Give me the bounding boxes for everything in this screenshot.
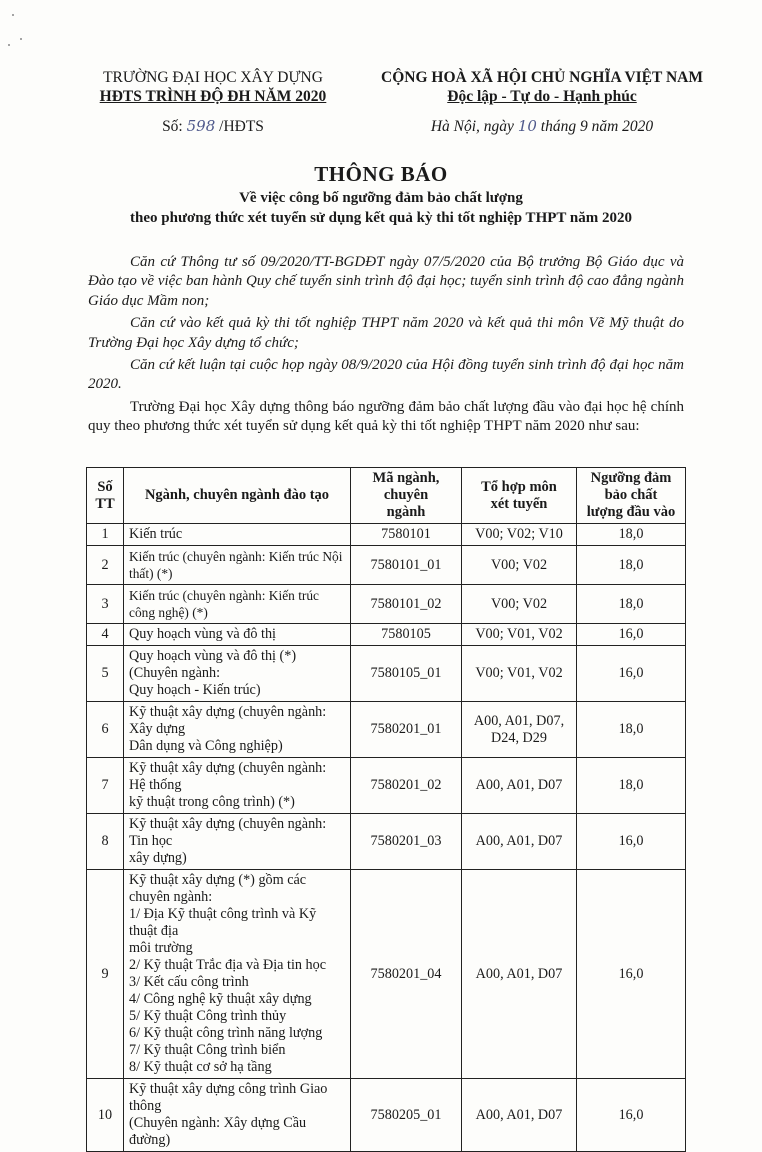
admission-threshold-table [86, 467, 686, 1152]
cell-major: Quy hoạch vùng và đô thị (*) (Chuyên ngành: Quy hoạch - Kiến trúc) [124, 646, 351, 702]
cell-threshold: 16,0 [577, 646, 686, 702]
cell-major: Kiến trúc [124, 524, 351, 546]
legal-basis-1: Căn cứ Thông tư số 09/2020/TT-BGDĐT ngày 07/5/2020 của Bộ trưởng Bộ Giáo dục và Đào tạo về việc ban hành Quy chế tuyển sinh trình độ đại học; tuyển sinh trình độ cao đẳng ngành Giáo dục Mầm non; [88, 254, 684, 309]
table-row [87, 585, 686, 624]
cell-stt: 5 [87, 646, 124, 702]
cell-combination: V00; V01, V02 [462, 646, 577, 702]
cell-threshold: 16,0 [577, 870, 686, 1079]
table-row [87, 1079, 686, 1152]
cell-major: Kỹ thuật xây dựng (*) gồm các chuyên ngành: 1/ Địa Kỹ thuật công trình và Kỹ thuật địa môi trường 2/ Kỹ thuật Trắc địa và Địa tin học 3/ Kết cấu công trình 4/ Công nghệ kỹ thuật xây dựng 5/ Kỹ thuật Công trình thủy 6/ Kỹ thuật công trình năng lượng 7/ Kỹ thuật Công trình biển 8/ Kỹ thuật cơ sở hạ tầng [124, 870, 351, 1079]
scan-speck [12, 14, 14, 16]
cell-combination: A00, A01, D07 [462, 1079, 577, 1152]
cell-code: 7580205_01 [351, 1079, 462, 1152]
cell-stt: 4 [87, 624, 124, 646]
cell-major: Kỹ thuật xây dựng (chuyên ngành: Tin học xây dựng) [124, 814, 351, 870]
issuer-header [78, 68, 348, 136]
header-combination: Tổ hợp môn xét tuyển [462, 468, 577, 524]
cell-stt: 8 [87, 814, 124, 870]
cell-threshold: 16,0 [577, 624, 686, 646]
cell-combination: V00; V02 [462, 585, 577, 624]
cell-code: 7580105_01 [351, 646, 462, 702]
cell-threshold: 18,0 [577, 758, 686, 814]
cell-combination: A00, A01, D07, D24, D29 [462, 702, 577, 758]
table-row [87, 524, 686, 546]
cell-threshold: 16,0 [577, 814, 686, 870]
cell-stt: 2 [87, 546, 124, 585]
date-suffix: tháng 9 năm 2020 [540, 118, 654, 135]
issue-date [372, 117, 712, 136]
cell-stt: 3 [87, 585, 124, 624]
number-label: Số: [162, 118, 183, 135]
cell-combination: A00, A01, D07 [462, 814, 577, 870]
cell-threshold: 18,0 [577, 546, 686, 585]
document-subtitle-1: Về việc công bố ngưỡng đảm bảo chất lượng [239, 190, 523, 206]
number-suffix: /HĐTS [219, 118, 264, 135]
cell-code: 7580201_01 [351, 702, 462, 758]
country-name: CỘNG HOÀ XÃ HỘI CHỦ NGHĨA VIỆT NAM [381, 69, 703, 86]
cell-combination: V00; V01, V02 [462, 624, 577, 646]
cell-code: 7580101_02 [351, 585, 462, 624]
cell-major: Kỹ thuật xây dựng (chuyên ngành: Hệ thống kỹ thuật trong công trình) (*) [124, 758, 351, 814]
scan-speck [8, 44, 10, 46]
cell-code: 7580201_02 [351, 758, 462, 814]
announcement-paragraph: Trường Đại học Xây dựng thông báo ngưỡng đảm bảo chất lượng đầu vào đại học hệ chính quy theo phương thức xét tuyển sử dụng kết quả kỳ thi tốt nghiệp THPT năm 2020 như sau: [88, 398, 684, 435]
cell-combination: A00, A01, D07 [462, 870, 577, 1079]
header-threshold: Ngưỡng đảm bảo chất lượng đầu vào [577, 468, 686, 524]
table-row [87, 702, 686, 758]
handwritten-number: 598 [186, 117, 216, 135]
table-row [87, 546, 686, 585]
cell-major: Kỹ thuật xây dựng công trình Giao thông (Chuyên ngành: Xây dựng Cầu đường) [124, 1079, 351, 1152]
table-row [87, 646, 686, 702]
document-number [78, 117, 348, 136]
header-major: Ngành, chuyên ngành đào tạo [124, 468, 351, 524]
cell-major: Quy hoạch vùng và đô thị [124, 624, 351, 646]
scan-speck [20, 38, 22, 40]
cell-combination: V00; V02 [462, 546, 577, 585]
cell-combination: A00, A01, D07 [462, 758, 577, 814]
handwritten-day: 10 [517, 117, 537, 135]
cell-code: 7580101 [351, 524, 462, 546]
table-row [87, 758, 686, 814]
cell-stt: 1 [87, 524, 124, 546]
table-row [87, 624, 686, 646]
national-header [372, 68, 712, 136]
table-header-row [87, 468, 686, 524]
cell-code: 7580201_04 [351, 870, 462, 1079]
cell-stt: 6 [87, 702, 124, 758]
cell-threshold: 18,0 [577, 585, 686, 624]
cell-code: 7580201_03 [351, 814, 462, 870]
cell-code: 7580101_01 [351, 546, 462, 585]
cell-major: Kiến trúc (chuyên ngành: Kiến trúc công nghệ) (*) [124, 585, 351, 624]
cell-stt: 10 [87, 1079, 124, 1152]
cell-threshold: 18,0 [577, 524, 686, 546]
cell-major: Kiến trúc (chuyên ngành: Kiến trúc Nội thất) (*) [124, 546, 351, 585]
header-stt: Số TT [87, 468, 124, 524]
header-code: Mã ngành, chuyên ngành [351, 468, 462, 524]
cell-code: 7580105 [351, 624, 462, 646]
cell-combination: V00; V02; V10 [462, 524, 577, 546]
document-subtitle-2: theo phương thức xét tuyển sử dụng kết quả kỳ thi tốt nghiệp THPT năm 2020 [130, 210, 632, 226]
cell-threshold: 18,0 [577, 702, 686, 758]
cell-threshold: 16,0 [577, 1079, 686, 1152]
table-row [87, 870, 686, 1079]
cell-stt: 7 [87, 758, 124, 814]
legal-basis-3: Căn cứ kết luận tại cuộc họp ngày 08/9/2020 của Hội đồng tuyển sinh trình độ đại học năm 2020. [88, 357, 684, 393]
date-prefix: Hà Nội, ngày [430, 118, 514, 135]
cell-major: Kỹ thuật xây dựng (chuyên ngành: Xây dựng Dân dụng và Công nghiệp) [124, 702, 351, 758]
document-body [88, 253, 684, 440]
document-title: THÔNG BÁO [314, 162, 448, 186]
legal-basis-2: Căn cứ vào kết quả kỳ thi tốt nghiệp THPT năm 2020 và kết quả thi môn Vẽ Mỹ thuật do Trường Đại học Xây dựng tổ chức; [88, 315, 684, 351]
council-name: HĐTS TRÌNH ĐỘ ĐH NĂM 2020 [99, 88, 327, 105]
national-motto: Độc lập - Tự do - Hạnh phúc [447, 88, 637, 105]
university-name: TRƯỜNG ĐẠI HỌC XÂY DỰNG [103, 69, 323, 86]
cell-stt: 9 [87, 870, 124, 1079]
table-row [87, 814, 686, 870]
